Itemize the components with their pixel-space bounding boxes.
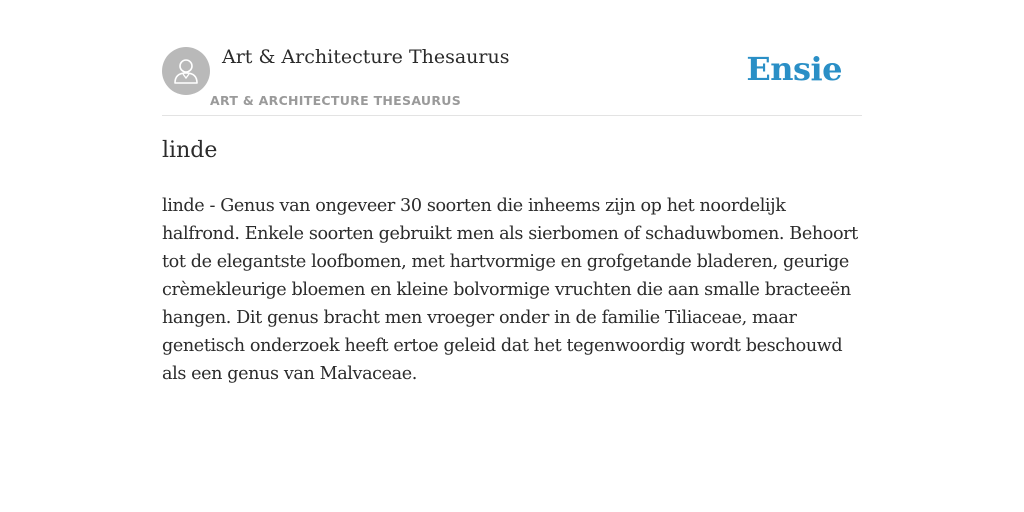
site-logo[interactable]: Ensie xyxy=(746,50,842,88)
avatar[interactable] xyxy=(162,47,210,95)
article-header xyxy=(162,40,862,116)
article-body: linde - Genus van ongeveer 30 soorten die inheems zijn op het noordelijk halfrond. Enkele soorten gebruikt men als sierbomen of schaduwbomen. Behoort tot de elegantste loofbomen, met hartvormige en grofgetande bladeren, geurige crèmekleurige bloemen en kleine bolvormige vruchten die aan smalle bracteeën hangen. Dit genus bracht men vroeger onder in de familie Tiliaceae, maar genetisch onderzoek heeft ertoe geleid dat het tegenwoordig wordt beschouwd als een genus van Malvaceae. xyxy=(162,196,858,384)
author-name[interactable]: Art & Architecture Thesaurus xyxy=(222,46,510,68)
user-icon xyxy=(171,56,201,86)
page-title: linde xyxy=(162,138,218,163)
source-label[interactable]: ART & ARCHITECTURE THESAURUS xyxy=(210,93,462,108)
